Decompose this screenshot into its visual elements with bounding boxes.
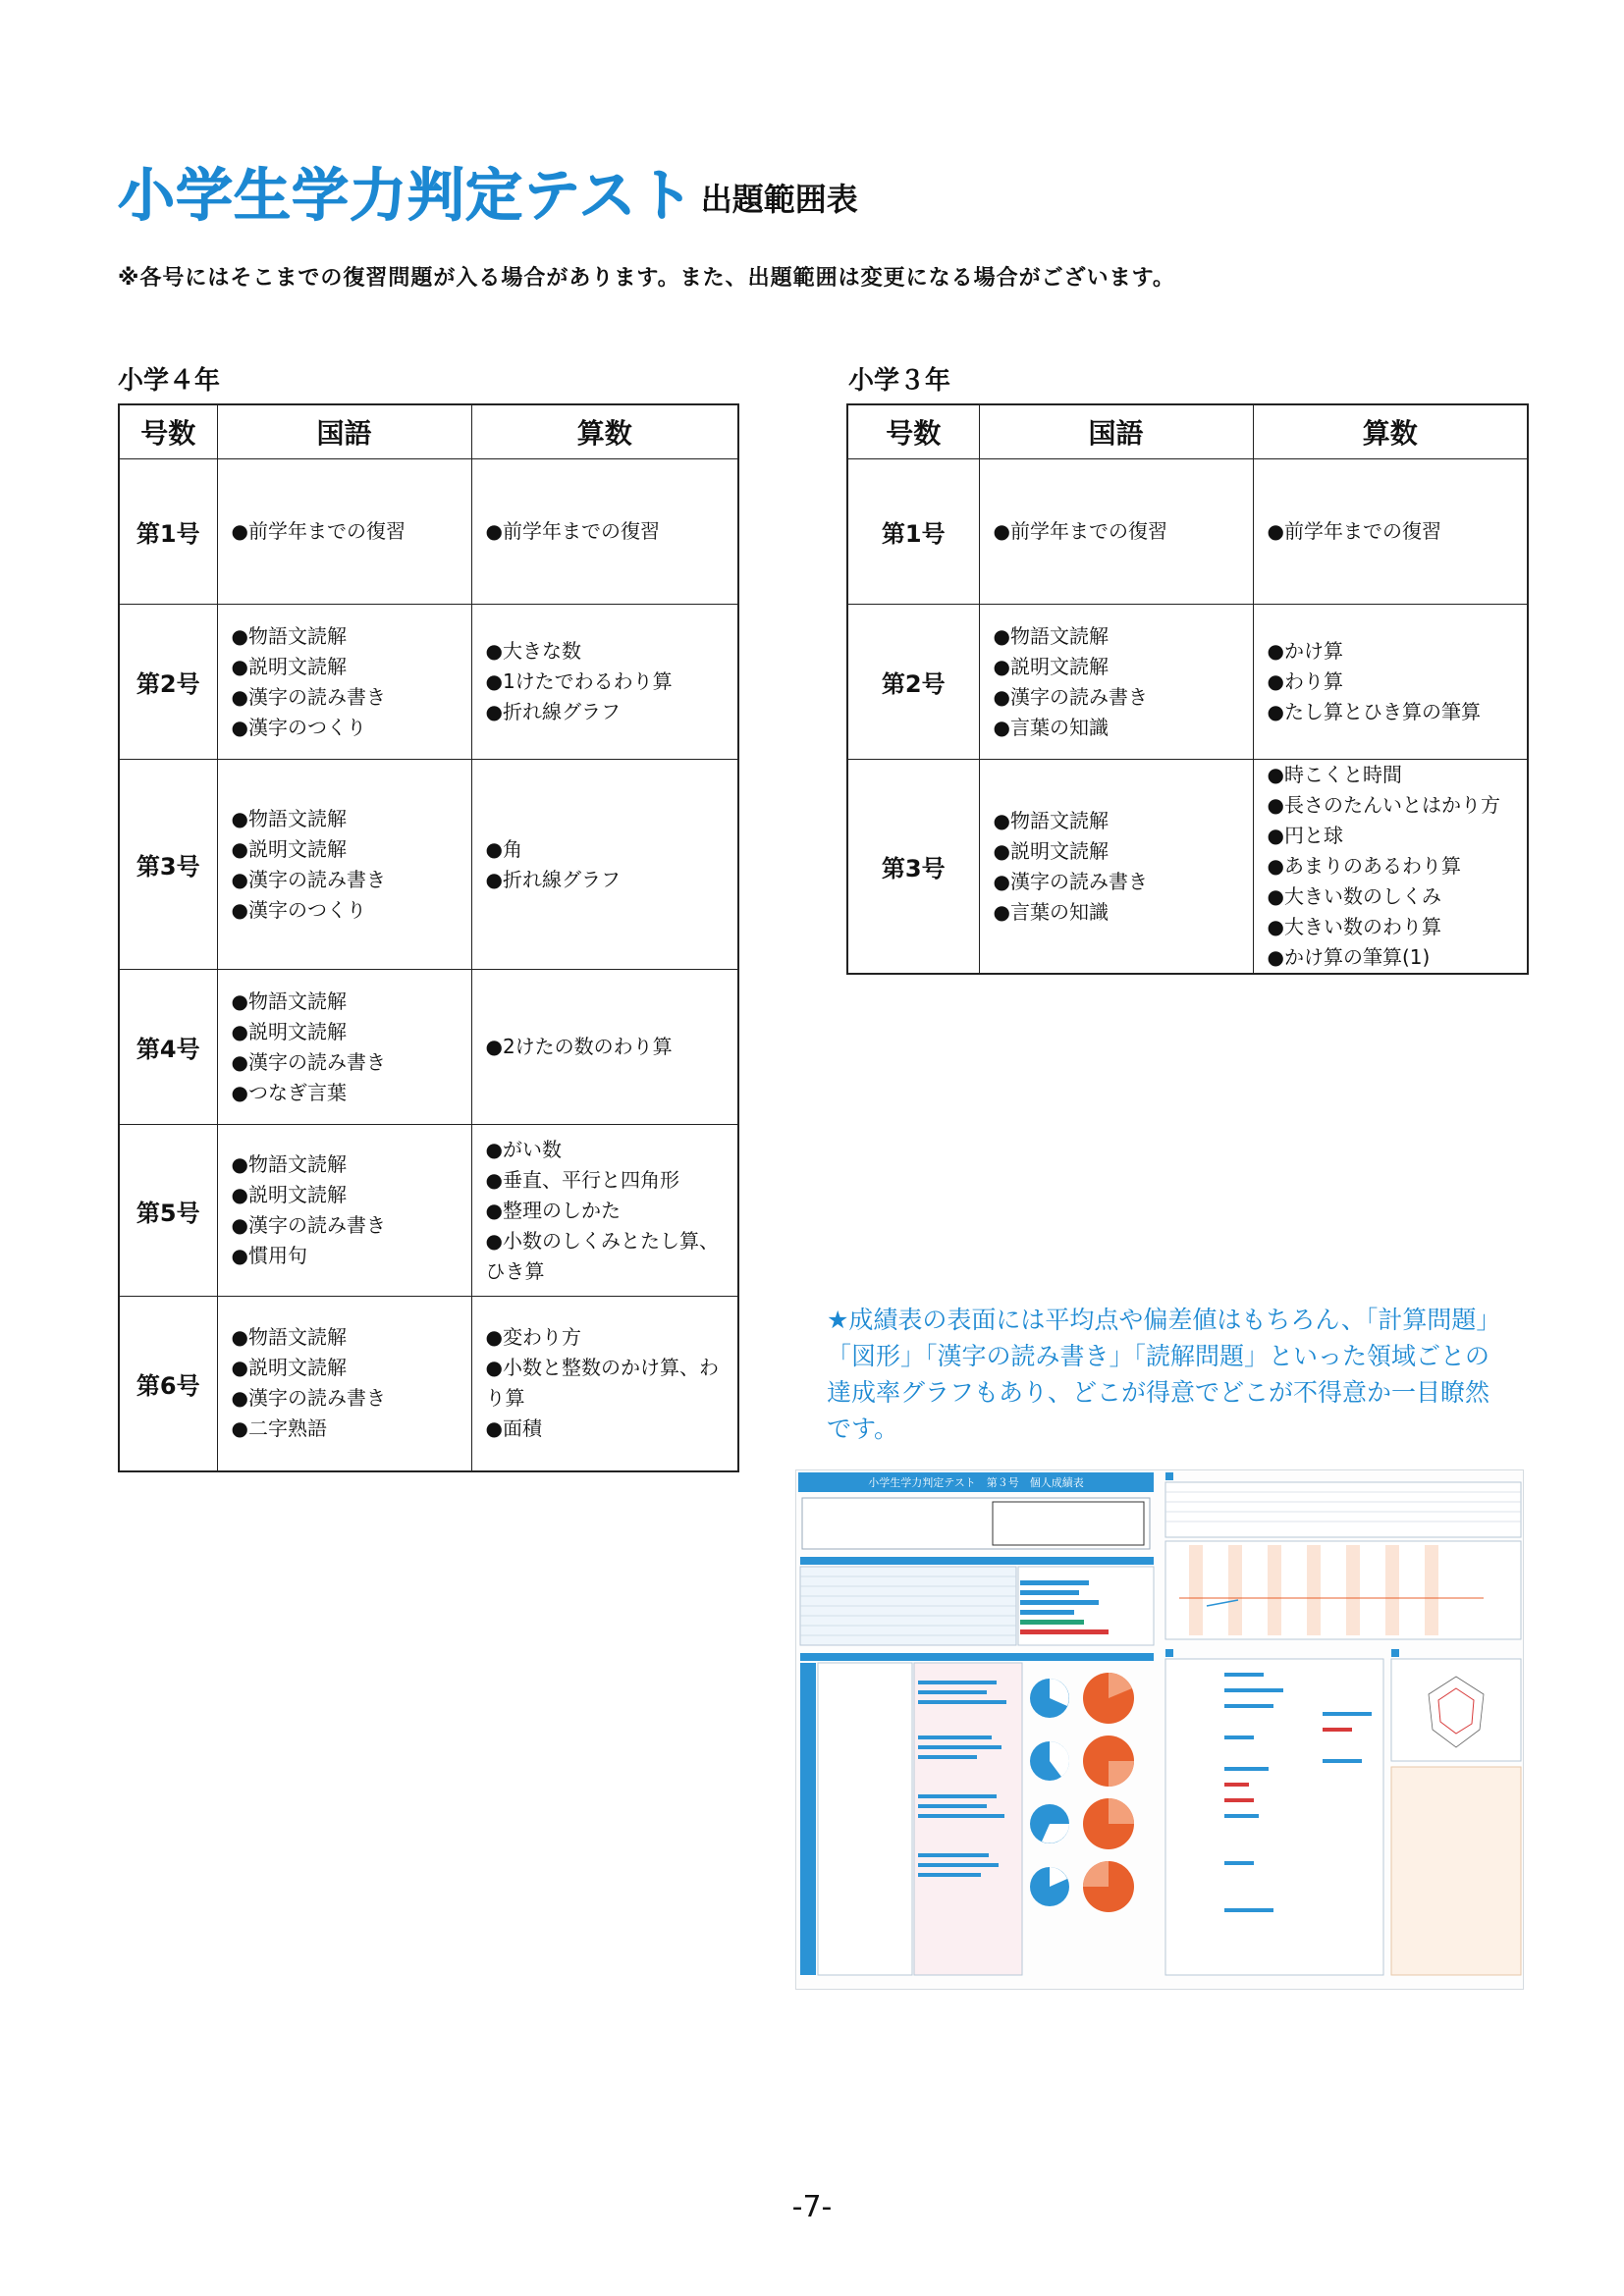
table-header-row bbox=[847, 404, 1528, 459]
topic-item: ● 前学年までの復習 bbox=[486, 516, 738, 547]
topic-item: ● 折れ線グラフ bbox=[486, 697, 738, 727]
topic-item: ● 長さのたんいとはかり方 bbox=[1268, 790, 1528, 821]
topic-item: ● 物語文読解 bbox=[232, 804, 471, 834]
topic-item: ● 漢字のつくり bbox=[232, 713, 471, 743]
kokugo-topics bbox=[217, 760, 471, 970]
topic-item: ● 前学年までの復習 bbox=[994, 516, 1253, 547]
issue-number: 第2号 bbox=[119, 605, 217, 760]
topic-item: ● かけ算の筆算(1) bbox=[1268, 942, 1528, 973]
topic-item: ● 小数と整数のかけ算、わり算 bbox=[486, 1353, 738, 1414]
table-header-row bbox=[119, 404, 738, 459]
topic-item: ● 漢字の読み書き bbox=[994, 682, 1253, 713]
header-issue: 号数 bbox=[119, 404, 217, 459]
topic-item: ● 角 bbox=[486, 834, 738, 865]
title-block bbox=[118, 162, 858, 229]
page-subtitle: 出題範囲表 bbox=[700, 181, 858, 218]
topic-item: ● 説明文読解 bbox=[232, 1180, 471, 1210]
issue-number: 第1号 bbox=[847, 459, 979, 605]
topic-item: ● 漢字のつくり bbox=[232, 895, 471, 926]
sansu-topics bbox=[471, 1125, 738, 1297]
topic-item: ● 物語文読解 bbox=[232, 1149, 471, 1180]
topic-item: ● 物語文読解 bbox=[232, 621, 471, 652]
header-issue: 号数 bbox=[847, 404, 979, 459]
kokugo-topics bbox=[979, 760, 1253, 975]
topic-item: ● 前学年までの復習 bbox=[1268, 516, 1528, 547]
table-row bbox=[847, 459, 1528, 605]
sansu-topics bbox=[471, 760, 738, 970]
kokugo-topics bbox=[217, 1297, 471, 1471]
topic-item: ● 言葉の知識 bbox=[994, 897, 1253, 928]
report-card-sample bbox=[795, 1469, 1524, 1990]
topic-item: ● 物語文読解 bbox=[232, 1322, 471, 1353]
topic-item: ● たし算とひき算の筆算 bbox=[1268, 697, 1528, 727]
page-title: 小学生学力判定テスト bbox=[118, 162, 695, 229]
topic-item: ● かけ算 bbox=[1268, 636, 1528, 667]
topic-item: ● 物語文読解 bbox=[994, 621, 1253, 652]
topic-item: ● 面積 bbox=[486, 1414, 738, 1444]
sansu-topics bbox=[1253, 760, 1528, 975]
table-row bbox=[847, 760, 1528, 975]
issue-number: 第3号 bbox=[847, 760, 979, 975]
table-row bbox=[119, 1125, 738, 1297]
issue-number: 第3号 bbox=[119, 760, 217, 970]
table-row bbox=[119, 605, 738, 760]
topic-item: ● 変わり方 bbox=[486, 1322, 738, 1353]
sansu-topics bbox=[471, 459, 738, 605]
sansu-topics bbox=[471, 605, 738, 760]
topic-item: ● 漢字の読み書き bbox=[994, 867, 1253, 897]
topic-item: ● 折れ線グラフ bbox=[486, 865, 738, 895]
topic-item: ● 説明文読解 bbox=[232, 1353, 471, 1383]
topic-item: ● 小数のしくみとたし算、ひき算 bbox=[486, 1226, 738, 1287]
sansu-topics bbox=[471, 1297, 738, 1471]
header-kokugo: 国語 bbox=[979, 404, 1253, 459]
table-row bbox=[119, 760, 738, 970]
topic-item: ● 大きい数のわり算 bbox=[1268, 912, 1528, 942]
header-kokugo: 国語 bbox=[217, 404, 471, 459]
kokugo-topics bbox=[979, 605, 1253, 760]
table-row bbox=[119, 459, 738, 605]
topic-item: ● 慣用句 bbox=[232, 1241, 471, 1271]
topic-item: ● 物語文読解 bbox=[232, 987, 471, 1017]
topic-item: ● 整理のしかた bbox=[486, 1196, 738, 1226]
topic-item: ● 説明文読解 bbox=[994, 836, 1253, 867]
issue-number: 第1号 bbox=[119, 459, 217, 605]
topic-item: ● 二字熟語 bbox=[232, 1414, 471, 1444]
sansu-topics bbox=[1253, 459, 1528, 605]
issue-number: 第2号 bbox=[847, 605, 979, 760]
topic-item: ● わり算 bbox=[1268, 667, 1528, 697]
topic-item: ● 説明文読解 bbox=[994, 652, 1253, 682]
report-feature-note: ★成績表の表面には平均点や偏差値はもちろん、「計算問題」「図形」「漢字の読み書き」「読解問題」といった領域ごとの達成率グラフもあり、どこが得意でどこが不得意か一目瞭然です。 bbox=[827, 1306, 1490, 1443]
topic-item: ● 前学年までの復習 bbox=[232, 516, 471, 547]
grade4-title: 小学４年 bbox=[118, 366, 221, 396]
kokugo-topics bbox=[217, 1125, 471, 1297]
topic-item: ● つなぎ言葉 bbox=[232, 1078, 471, 1108]
header-sansu: 算数 bbox=[471, 404, 738, 459]
topic-item: ● 垂直、平行と四角形 bbox=[486, 1165, 738, 1196]
topic-item: ● 漢字の読み書き bbox=[232, 1383, 471, 1414]
issue-number: 第5号 bbox=[119, 1125, 217, 1297]
topic-item: ● がい数 bbox=[486, 1135, 738, 1165]
issue-number: 第4号 bbox=[119, 970, 217, 1125]
topic-item: ● 説明文読解 bbox=[232, 652, 471, 682]
report-card-image bbox=[796, 1470, 1523, 1989]
report-title: 小学生学力判定テスト 第３号 個人成績表 bbox=[868, 1476, 1084, 1489]
table-row bbox=[847, 605, 1528, 760]
kokugo-topics bbox=[217, 605, 471, 760]
kokugo-topics bbox=[217, 459, 471, 605]
page-number: -7- bbox=[791, 2190, 833, 2224]
table-row bbox=[119, 1297, 738, 1471]
header-sansu: 算数 bbox=[1253, 404, 1528, 459]
topic-item: ● 説明文読解 bbox=[232, 1017, 471, 1047]
topic-item: ● 物語文読解 bbox=[994, 806, 1253, 836]
topic-item: ● 大きな数 bbox=[486, 636, 738, 667]
topic-item: ● 漢字の読み書き bbox=[232, 682, 471, 713]
topic-item: ● あまりのあるわり算 bbox=[1268, 851, 1528, 881]
grade3-table bbox=[846, 403, 1529, 975]
sansu-topics bbox=[471, 970, 738, 1125]
topic-item: ● 1けたでわるわり算 bbox=[486, 667, 738, 697]
topic-item: ● 時こくと時間 bbox=[1268, 760, 1528, 790]
grade4-table bbox=[118, 403, 739, 1472]
issue-number: 第6号 bbox=[119, 1297, 217, 1471]
topic-item: ● 言葉の知識 bbox=[994, 713, 1253, 743]
kokugo-topics bbox=[979, 459, 1253, 605]
topic-item: ● 漢字の読み書き bbox=[232, 1210, 471, 1241]
sansu-topics bbox=[1253, 605, 1528, 760]
topic-item: ● 漢字の読み書き bbox=[232, 865, 471, 895]
topic-item: ● 漢字の読み書き bbox=[232, 1047, 471, 1078]
topic-item: ● 大きい数のしくみ bbox=[1268, 881, 1528, 912]
topic-item: ● 説明文読解 bbox=[232, 834, 471, 865]
topic-item: ● 2けたの数のわり算 bbox=[486, 1032, 738, 1062]
topic-item: ● 円と球 bbox=[1268, 821, 1528, 851]
table-row bbox=[119, 970, 738, 1125]
kokugo-topics bbox=[217, 970, 471, 1125]
grade3-title: 小学３年 bbox=[848, 366, 951, 396]
disclaimer-note: ※各号にはそこまでの復習問題が入る場合があります。また、出題範囲は変更になる場合がございます。 bbox=[118, 266, 1175, 291]
